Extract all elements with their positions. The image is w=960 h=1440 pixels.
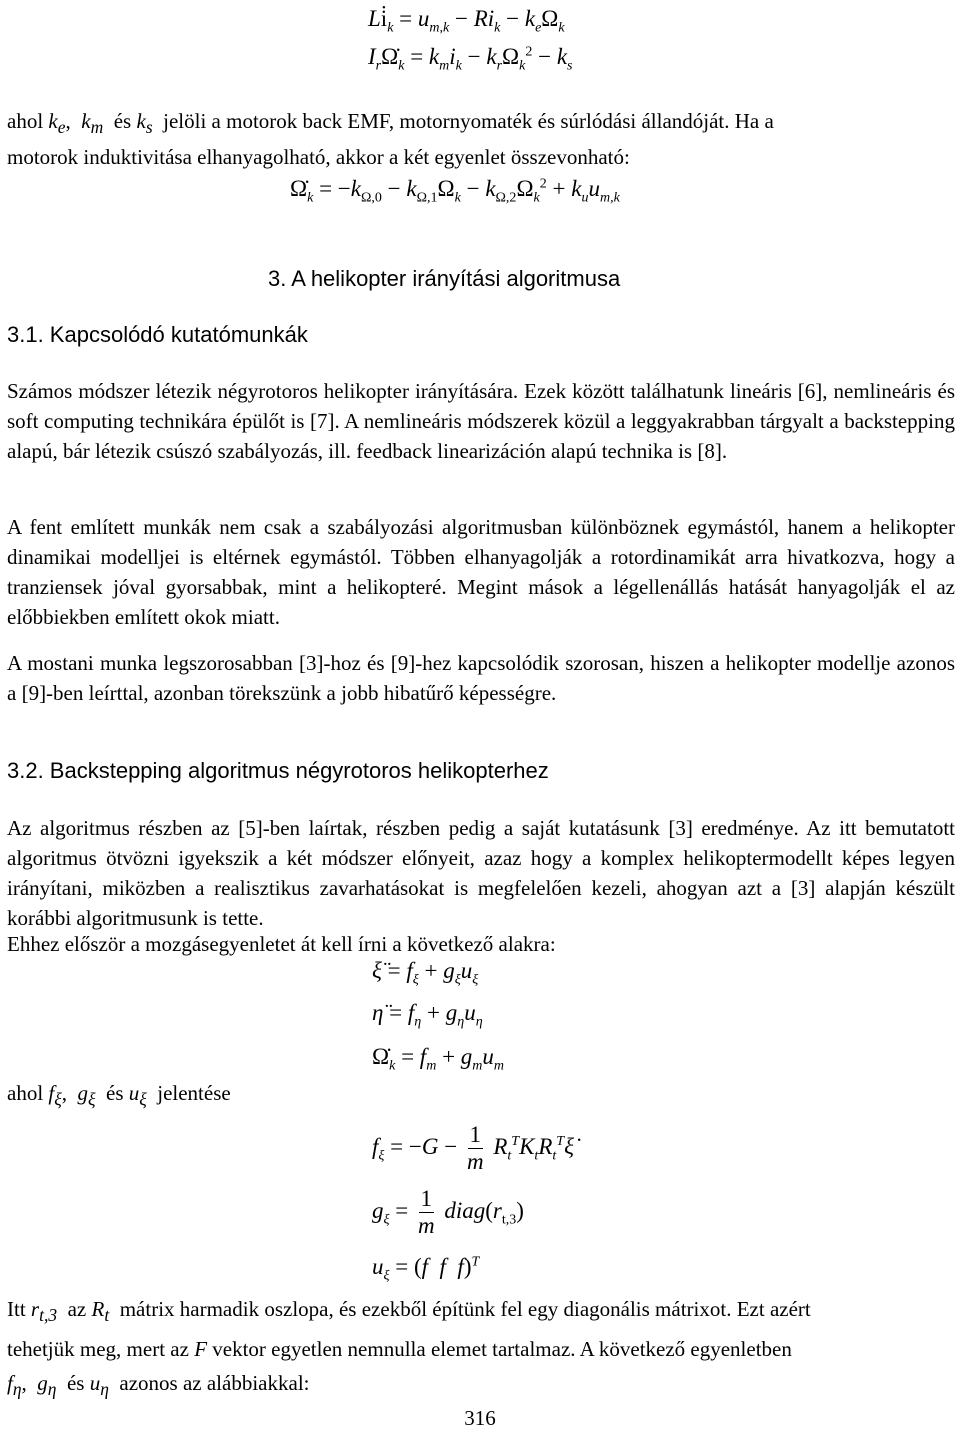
- text-constants-desc: jelöli a motorok back EMF, motornyomaték és súrlódási állandóját. Ha a: [163, 109, 774, 133]
- paragraph-2: A fent említett munkák nem csak a szabályozási algoritmusban különböznek egymástól, hanem a helikopter dinamikai modelljei is eltérnek egymástól. Többen elhanyagolják a rotordinamikát arra hivatkozva, hogy a tranziensek jóval gyorsabbak, mint a helikopteré. Megint mások a légellenállás hatását hanyagolják el az előbbiekben említett okok miatt.: [7, 515, 955, 629]
- text-az: az: [67, 1297, 87, 1321]
- paragraph-constants: ahol $k_e$, $k_m$ és $k_s$ jelöli a motorok back EMF, motornyomaték és súrlódási állandóját. Ha a motorok induktivitása elhanyagolható, akkor a két egyenlet összevonható:: [7, 106, 955, 172]
- equation-angular: $I_r\Omegȧ_k = k_mi_k - k_r\Omega_k^2 - k_s$: [368, 44, 573, 74]
- paragraph-5: Ehhez először a mozgásegyenletet át kell írni a következő alakra:: [7, 932, 556, 956]
- text-azonos: azonos az alábbiakkal:: [119, 1371, 310, 1396]
- equation-combined: $\Omegȧ_k = -k_{\Omega,0} - k_{\Omega,1}\Omega_k - k_{\Omega,2}\Omega_k^2 + k_uu_{m,k}$: [290, 176, 620, 206]
- text-es-3: és: [66, 1371, 85, 1396]
- equation-g-xi: $g_\xi$ = $\frac{1}{m}$ $diag(r_{t,3})$: [372, 1186, 524, 1238]
- paragraph-1: Számos módszer létezik négyrotoros helikopter irányítására. Ezek között találhatunk lineáris [6], nemlineáris és soft computing technikára épülőt is [7]. A nemlineáris módszerek közül a leggyakrabban tárgyalt a backstepping alapú, bár létezik csúszó szabályozás, ill. feedback linearizáción alapú technika is [8].: [7, 379, 955, 463]
- heading-section-3-2: 3.2. Backstepping algoritmus négyrotoros helikopterhez: [7, 758, 549, 783]
- paragraph-4: Az algoritmus részben az [5]-ben laírtak, részben pedig a saját kutatásunk [3] eredménye. Az itt bemutatott algoritmus ötvözni igyekszik a két módszer előnyeit, azaz hogy a komplex helikoptermodellt képes legyen irányítani, miközben a realisztikus zavarhatásokat is megfelelően kezeli, ahogyan azt a [3] alapján készült korábbi algoritmusunk is tette.: [7, 816, 955, 930]
- text-tehetjuk: tehetjük meg, mert az: [7, 1337, 189, 1362]
- text-es-2: és: [106, 1081, 124, 1105]
- itt-paragraph: Itt $r_{t,3}$ az $R_t$ mátrix harmadik oszlopa, és ezekből építünk fel egy diagonális mátrixot. Ezt azért tehetjük meg, mert az F vektor egyetlen nemnulla elemet tartalmaz. A következő egyenletben $f_\eta$, $g_\eta$ és $u_\eta$ azonos az alábbiakkal:: [7, 1297, 811, 1400]
- heading-section-3-1: 3.1. Kapcsolódó kutatómunkák: [7, 322, 308, 347]
- text-motor-inductance: motorok induktivitása elhanyagolható, akkor a két egyenlet összevonható:: [7, 145, 630, 170]
- heading-section-3: 3. A helikopter irányítási algoritmusa: [268, 266, 621, 291]
- text-ahol: ahol: [7, 109, 44, 133]
- text-es: és: [113, 109, 132, 133]
- equation-omega: $\Omegȧ_k = f_m + g_mu_m$: [372, 1044, 505, 1074]
- equation-f-xi: $f_\xi = -G$ − $\frac{1}{m}$ $R_t^TK_tR_t^T\xi̇$: [372, 1122, 574, 1174]
- text-ahol-2: ahol: [7, 1081, 44, 1105]
- equation-xi: ξ̈ = $f_\xi + g_\xi u_\xi$: [372, 958, 479, 988]
- equation-current: $Li̇_k = u_{m,k} - Ri_k - k_e\Omega_k$: [368, 6, 565, 36]
- text-matrix-desc: mátrix harmadik oszlopa, és ezekből építünk fel egy diagonális mátrixot. Ezt azért: [119, 1297, 811, 1321]
- text-jelentese: jelentése: [157, 1081, 231, 1105]
- text-itt: Itt: [7, 1297, 26, 1321]
- page-number: 316: [464, 1406, 496, 1430]
- ahol-line: ahol $f_\xi$, $g_\xi$ és $u_\xi$ jelentése: [7, 1081, 231, 1110]
- text-vektor: vektor egyetlen nemnulla elemet tartalmaz. A következő egyenletben: [212, 1337, 792, 1362]
- equation-eta: η̈ = $f_\eta + g_\eta u_\eta$: [372, 1000, 483, 1030]
- paragraph-3: A mostani munka legszorosabban [3]-hoz és [9]-hez kapcsolódik szorosan, hiszen a helikopter modellje azonos a [9]-ben leírttal, azonban törekszünk a jobb hibatűrő képességre.: [7, 651, 955, 705]
- equation-u-xi: $u_\xi = (f$ f f)$^T$: [372, 1254, 480, 1284]
